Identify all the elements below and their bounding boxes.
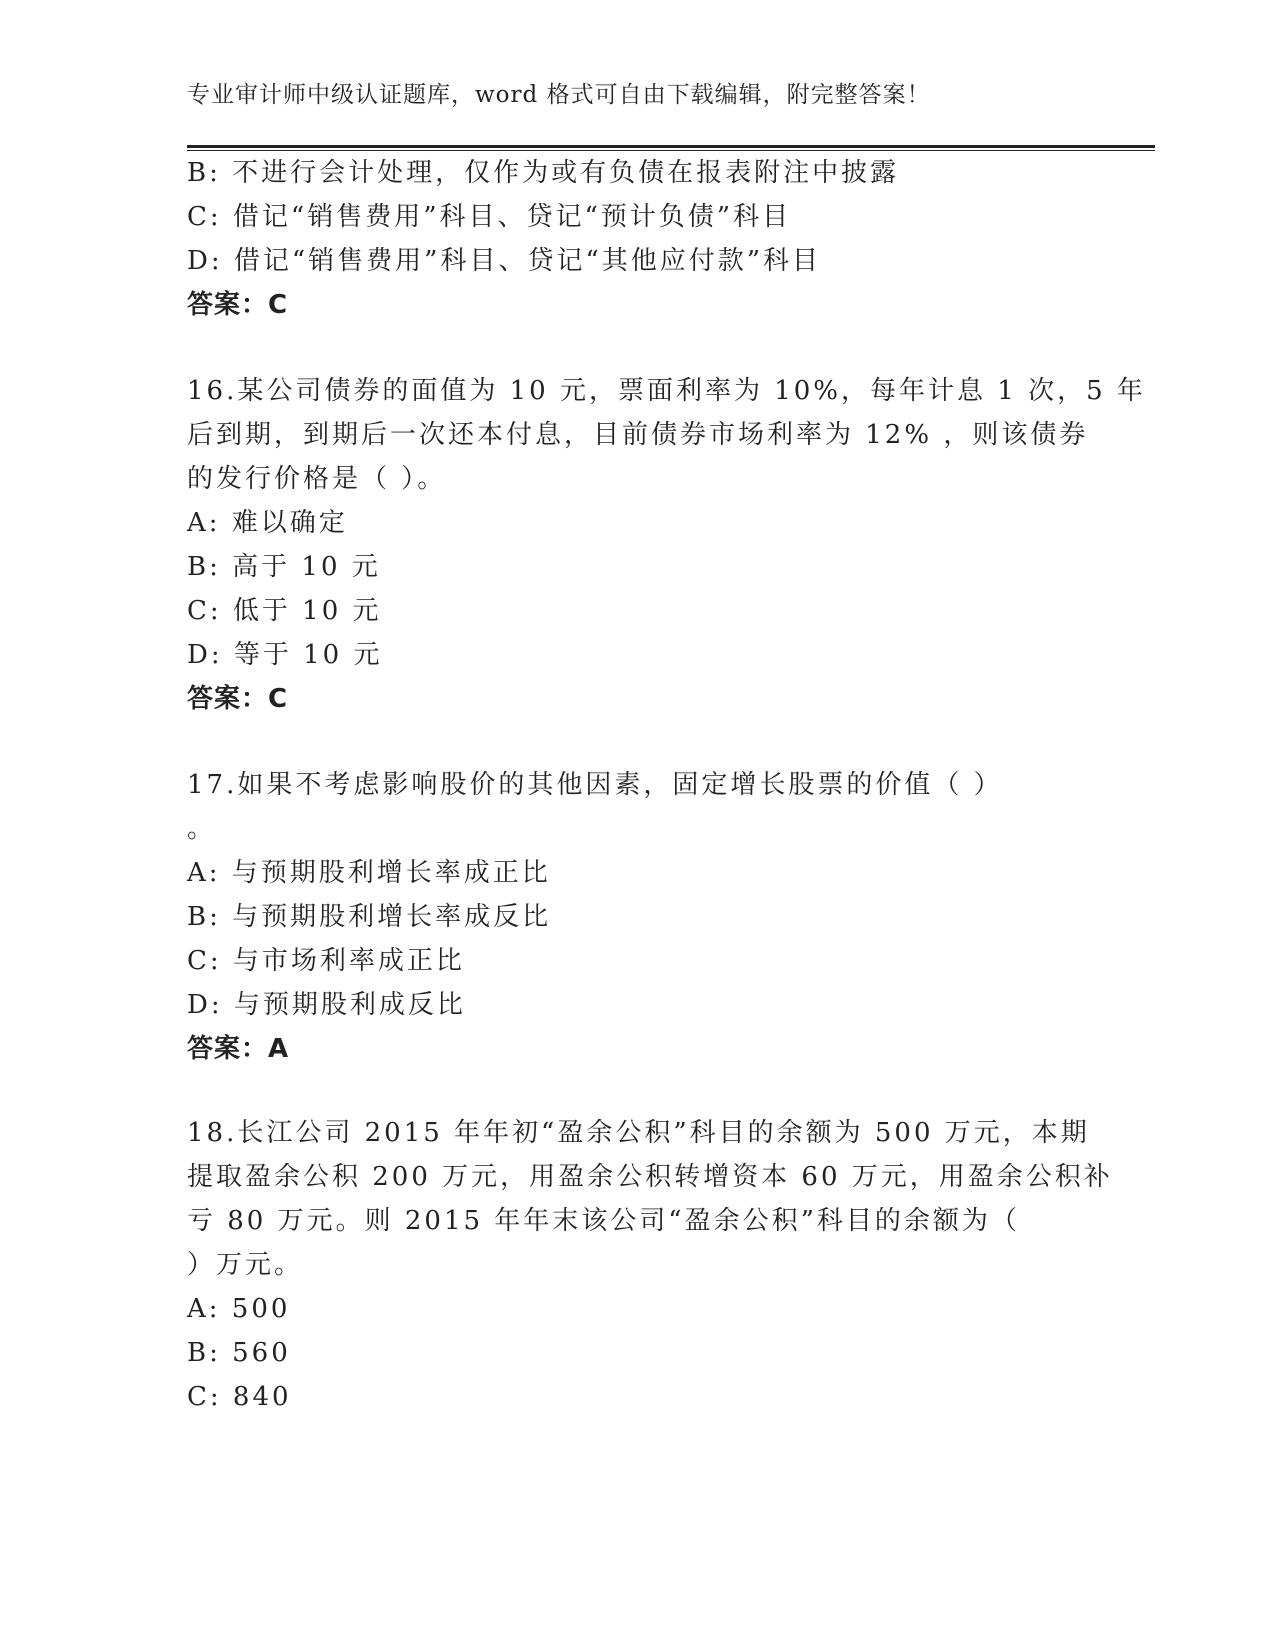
- q17-stem-line-1: 17.如果不考虑影响股价的其他因素，固定增长股票的价值（ ）: [187, 770, 1003, 800]
- q16-option-d: D: 等于 10 元: [187, 640, 383, 670]
- q16-stem-line-1: 16.某公司债券的面值为 10 元，票面利率为 10%，每年计息 1 次，5 年: [187, 376, 1146, 406]
- q15-option-d: D: 借记“销售费用”科目、贷记“其他应付款”科目: [187, 246, 822, 276]
- q16-option-b: B: 高于 10 元: [187, 552, 381, 582]
- q15-option-c: C: 借记“销售费用”科目、贷记“预计负债”科目: [187, 202, 792, 232]
- q18-option-a: A: 500: [187, 1294, 291, 1324]
- header-rule-thick: [187, 145, 1155, 148]
- q16-stem-line-2: 后到期，到期后一次还本付息，目前债券市场利率为 12% ，则该债券: [187, 420, 1089, 450]
- q16-answer: 答案：C: [187, 684, 289, 714]
- q17-option-d: D: 与预期股利成反比: [187, 990, 466, 1020]
- q18-option-b: B: 560: [187, 1338, 291, 1368]
- q16-option-c: C: 低于 10 元: [187, 596, 382, 626]
- q15-answer: 答案：C: [187, 290, 289, 320]
- q17-option-c: C: 与市场利率成正比: [187, 946, 465, 976]
- q18-stem-line-1: 18.长江公司 2015 年年初“盈余公积”科目的余额为 500 万元，本期: [187, 1118, 1090, 1148]
- q18-stem-line-4: ）万元。: [187, 1250, 304, 1280]
- q16-stem-line-3: 的发行价格是（ ）。: [187, 464, 447, 494]
- q17-answer: 答案：A: [187, 1034, 290, 1064]
- q17-stem-line-2: 。: [187, 814, 217, 844]
- q18-stem-line-2: 提取盈余公积 200 万元，用盈余公积转增资本 60 万元，用盈余公积补: [187, 1162, 1113, 1192]
- q17-option-a: A: 与预期股利增长率成正比: [187, 858, 551, 888]
- q17-option-b: B: 与预期股利增长率成反比: [187, 902, 552, 932]
- q16-option-a: A: 难以确定: [187, 508, 348, 538]
- header-rule-thin: [187, 150, 1155, 151]
- q15-option-b: B: 不进行会计处理，仅作为或有负债在报表附注中披露: [187, 158, 900, 188]
- q18-stem-line-3: 亏 80 万元。则 2015 年年末该公司“盈余公积”科目的余额为（: [187, 1206, 1020, 1236]
- page-header: 专业审计师中级认证题库，word 格式可自由下载编辑，附完整答案！: [187, 82, 931, 108]
- q18-option-c: C: 840: [187, 1382, 292, 1412]
